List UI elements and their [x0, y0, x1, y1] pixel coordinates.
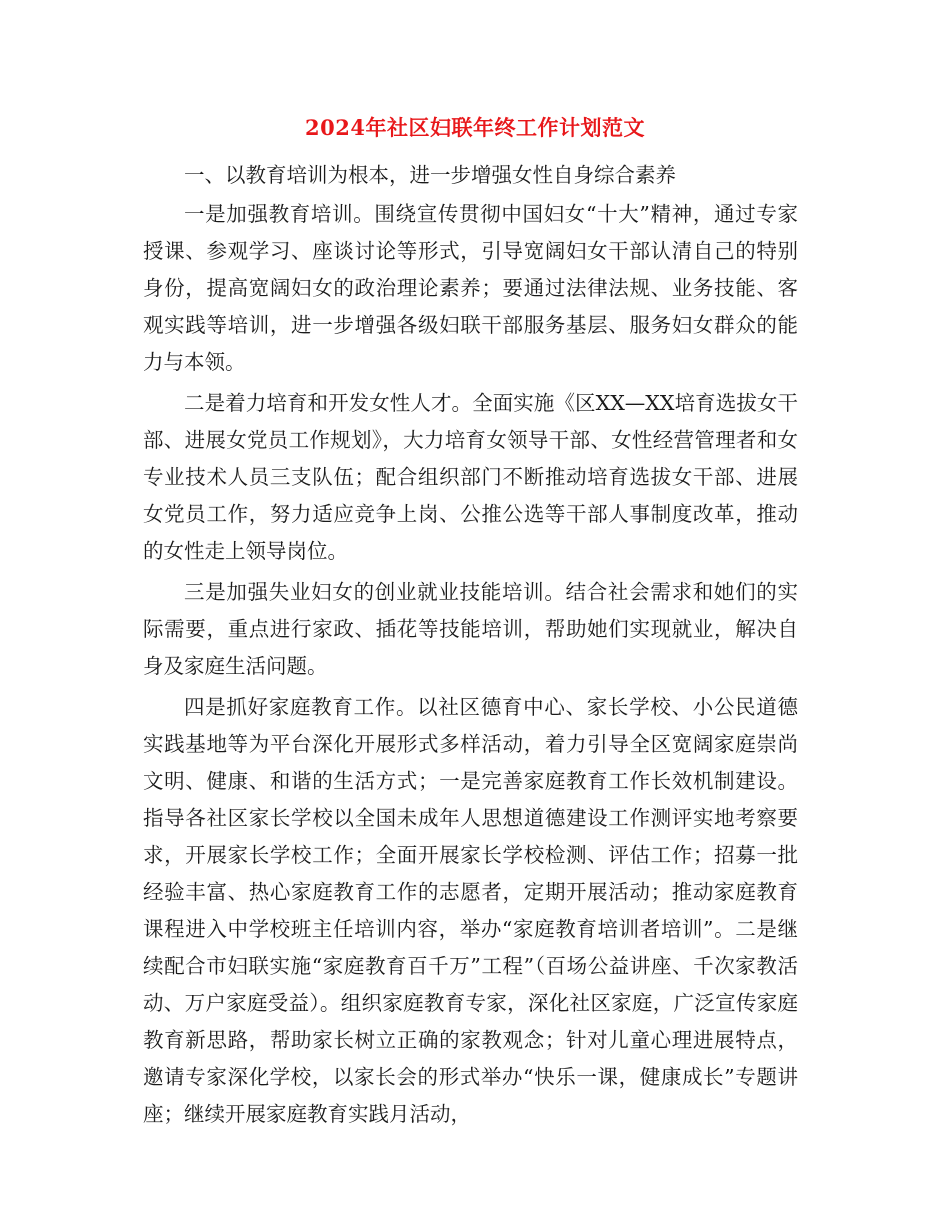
document-body — [143, 157, 798, 1137]
paragraph-unemployed-training: 三是加强失业妇女的创业就业技能培训。结合社会需求和她们的实际需要，重点进行家政、插花等技能培训，帮助她们实现就业，解决自身及家庭生活问题。 — [143, 580, 798, 678]
document-title: 2024年社区妇联年终工作计划范文 — [305, 115, 645, 140]
section-heading: 一、以教育培训为根本，进一步增强女性自身综合素养 — [184, 163, 676, 187]
paragraph-family-education: 四是抓好家庭教育工作。以社区德育中心、家长学校、小公民道德实践基地等为平台深化开展形式多样活动，着力引导全区宽阔家庭崇尚文明、健康、和谐的生活方式；一是完善家庭教育工作长效机制建设。指导各社区家长学校以全国未成年人思想道德建设工作测评实地考察要求，开展家长学校工作；全面开展家长学校检测、评估工作；招募一批经验丰富、热心家庭教育工作的志愿者，定期开展活动；推动家庭教育课程进入中学校班主任培训内容，举办“家庭教育培训者培训”。二是继续配合市妇联实施“家庭教育百千万”工程”（百场公益讲座、千次家教活动、万户家庭受益）。组织家庭教育专家，深化社区家庭，广泛宣传家庭教育新思路，帮助家长树立正确的家教观念；针对儿童心理进展特点，邀请专家深化学校，以家长会的形式举办“快乐一课，健康成长”专题讲座；继续开展家庭教育实践月活动， — [143, 695, 798, 1126]
paragraph-education-training: 一是加强教育培训。围绕宣传贯彻中国妇女“十大”精神，通过专家授课、参观学习、座谈讨论等形式，引导宽阔妇女干部认清自己的特别身份，提高宽阔妇女的政治理论素养；要通过法律法规、业务技能、客观实践等培训，进一步增强各级妇联干部服务基层、服务妇女群众的能力与本领。 — [143, 202, 798, 374]
paragraph-female-talent: 二是着力培育和开发女性人才。全面实施《区XX—XX培育选拔女干部、进展女党员工作规划》，大力培育女领导干部、女性经营管理者和女专业技术人员三支队伍；配合组织部门不断推动培育选拔女干部、进展女党员工作，努力适应竞争上岗、公推公选等干部人事制度改革，推动的女性走上领导岗位。 — [143, 391, 798, 563]
